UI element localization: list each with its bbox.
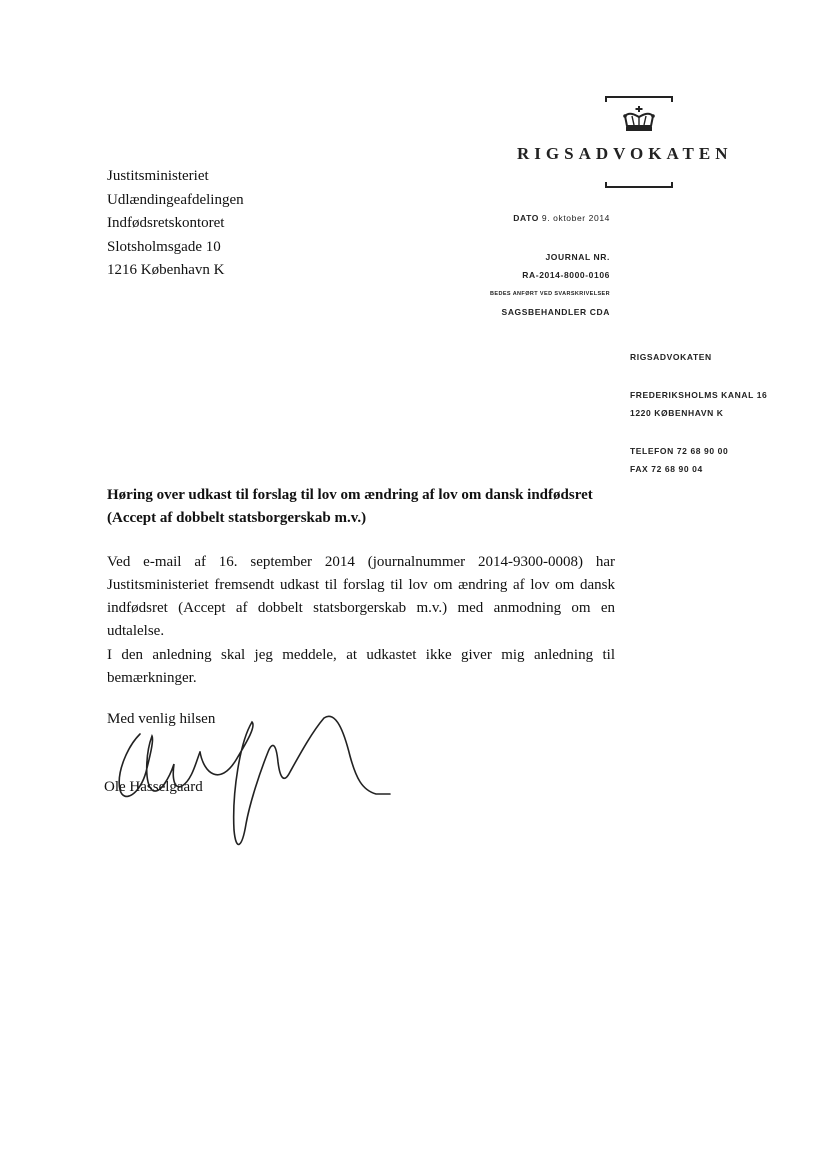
sender-name: RIGSADVOKATEN: [630, 352, 712, 362]
case-handler-field: [502, 307, 610, 317]
date-field: [513, 213, 610, 223]
recipient-line: 1216 København K: [107, 262, 225, 278]
letterhead-logo: [515, 92, 765, 192]
sender-street: FREDERIKSHOLMS KANAL 16: [630, 390, 768, 400]
crown-icon: [621, 106, 657, 134]
journal-label: JOURNAL NR.: [545, 252, 610, 262]
reply-note: BEDES ANFØRT VED SVARSKRIVELSER: [490, 291, 610, 297]
logo-wordmark: RIGSADVOKATEN: [517, 144, 733, 163]
recipient-line: Udlændingeafdelingen: [107, 191, 244, 208]
recipient-line: Justitsministeriet: [107, 168, 209, 184]
sender-city: 1220 KØBENHAVN K: [630, 408, 724, 418]
case-handler-value: CDA: [589, 307, 610, 317]
body-paragraph: Ved e-mail af 16. september 2014 (journalnummer 2014-9300-0008) har Justitsministeriet fremsendt udkast til forslag til lov om ændring af lov om dansk indfødsret (Accept af dobbelt statsborgerskab m.v.) med anmodning om en udtalelse.: [107, 554, 615, 639]
case-handler-label: SAGSBEHANDLER: [501, 307, 587, 317]
closing-phrase: Med venlig hilsen: [107, 711, 216, 727]
date-value: 9. oktober 2014: [541, 213, 610, 223]
sender-phone: TELEFON 72 68 90 00: [630, 446, 729, 456]
body-paragraph: I den anledning skal jeg meddele, at udkastet ikke giver mig anledning til bemærkninger.: [107, 647, 615, 686]
logo-top-rule: [605, 96, 673, 98]
recipient-line: Indfødsretskontoret: [107, 215, 225, 231]
recipient-address: [107, 165, 244, 283]
letter-subject: Høring over udkast til forslag til lov om ændring af lov om dansk indfødsret (Accept af dobbelt statsborgerskab m.v.): [107, 487, 593, 526]
logo-bottom-rule: [605, 186, 673, 188]
sender-fax: FAX 72 68 90 04: [630, 464, 703, 474]
handwritten-signature: [100, 712, 400, 862]
recipient-line: Slotsholmsgade 10: [107, 238, 221, 255]
date-label: DATO: [513, 213, 539, 223]
signer-name: Ole Hasselgaard: [104, 779, 203, 795]
journal-number: RA-2014-8000-0106: [522, 270, 610, 280]
